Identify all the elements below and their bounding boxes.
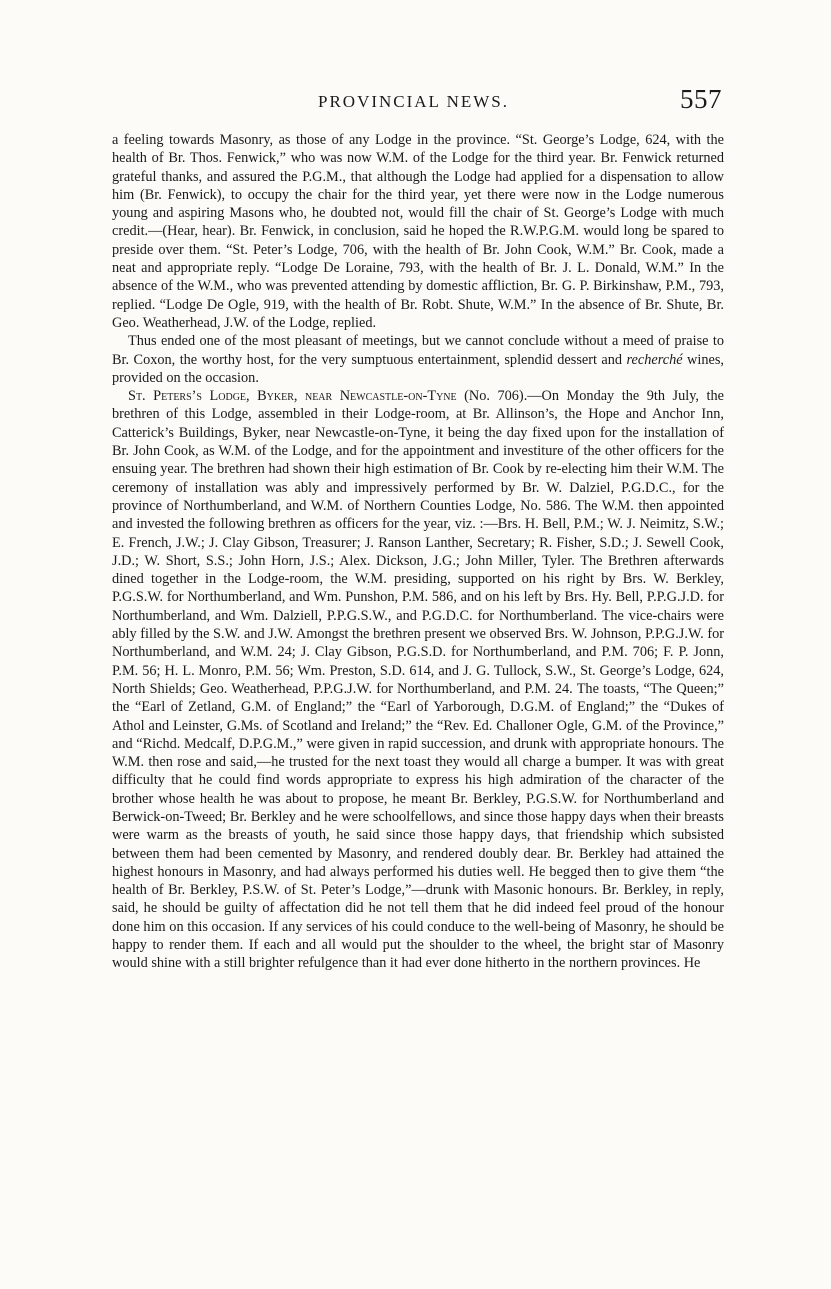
italic-term: recherché (626, 351, 683, 368)
running-title: PROVINCIAL NEWS. (318, 92, 509, 111)
lodge-heading: St. Peters’s Lodge, Byker, near Newcastle-on-Tyne (128, 388, 457, 405)
page-number: 557 (680, 84, 722, 114)
paragraph-toasts: a feeling towards Masonry, as those of any Lodge in the province. “St. George’s Lodge, 624, with the health of Br. Thos. Fenwick,” who was now W.M. of the Lodge for the third year. Br. Fenwick returned grateful thanks, and assured the P.G.M., that although the Lodge had applied for a dispensation to allow him (Br. Fenwick), to occupy the chair for the third year, yet there were now in the Lodge numerous young and aspiring Masons who, he doubted not, would fill the chair of St. George’s Lodge with much credit.—(Hear, hear). Br. Fenwick, in conclusion, said he hoped the R.W.P.G.M. would long be spared to preside over them. “St. Peter’s Lodge, 706, with the health of Br. John Cook, W.M.” Br. Cook, made a neat and appropriate reply. “Lodge De Loraine, 793, with the health of Br. J. L. Donald, W.M.” In the absence of the W.M., who was prevented attending by domestic affliction, Br. G. P. Birkinshaw, P.M., 793, replied. “Lodge De Ogle, 919, with the health of Br. Robt. Shute, W.M.” In the absence of Br. Shute, Br. Geo. Weatherhead, J.W. of the Lodge, replied. (112, 132, 724, 331)
paragraph-text: wines, provided on the occasion. (112, 351, 724, 386)
paragraph-conclusion (112, 332, 724, 387)
paragraph-st-peters-lodge (112, 387, 724, 973)
paragraph-text: (No. 706).—On Monday the 9th July, the brethren of this Lodge, assembled in their Lodge-room, at Br. Allinson’s, the Hope and Anchor Inn, Catterick’s Buildings, Byker, near Newcastle-on-Tyne, it being the day fixed upon for the installation of Br. John Cook, as W.M. of the Lodge, and for the appointment and investiture of the other officers for the ensuing year. The brethren had shown their high estimation of Br. Cook by re-electing him their W.M. The ceremony of installation was ably and impressively performed by Br. W. Dalziel, P.G.D.C., for the province of Northumberland, and W.M. of Northern Counties Lodge, No. 586. The W.M. then appointed and invested the following brethren as officers for the year, viz. :—Brs. H. Bell, P.M.; W. J. Neimitz, S.W.; E. French, J.W.; J. Clay Gibson, Treasurer; J. Ranson Lanther, Secretary; R. Fisher, S.D.; J. Sewell Cook, J.D.; W. Short, S.S.; John Horn, J.S.; Alex. Dickson, J.G.; John Miller, Tyler. The Brethren afterwards dined together in the Lodge-room, the W.M. presiding, supported on his right by Brs. W. Berkley, P.G.S.W. for Northumberland, and Wm. Punshon, P.M. 586, and on his left by Brs. Hy. Bell, P.P.G.J.D. for Northumberland, and Wm. Dalziell, P.P.G.S.W., and P.G.D.C. for Northumberland. The vice-chairs were ably filled by the S.W. and J.W. Amongst the brethren present we observed Brs. W. Johnson, P.P.G.J.W. for Northumberland, and W.M. 24; J. Clay Gibson, P.G.S.D. for Northumberland, and P.M. 706; F. P. Jonn, P.M. 56; H. L. Monro, P.M. 56; Wm. Preston, S.D. 614, and J. G. Tullock, S.W., St. George’s Lodge, 624, North Shields; Geo. Weatherhead, P.P.G.J.W. for Northumberland, and P.M. 24. The toasts, “The Queen;” the “Earl of Zetland, G.M. of England;” the “Earl of Yarborough, D.G.M. of England;” the “Dukes of Athol and Leinster, G.Ms. of Scotland and Ireland;” the “Rev. Ed. Challoner Ogle, G.M. of the Province,” and “Richd. Medcalf, D.P.G.M.,” were given in rapid succession, and drunk with appropriate honours. The W.M. then rose and said,—he trusted for the next toast they would all charge a bumper. It was with great difficulty that he could find words appropriate to express his high admiration of the character of the brother whose health he was about to propose, he meant Br. Berkley, P.G.S.W. for Northumberland and Berwick-on-Tweed; Br. Berkley and he were schoolfellows, and since those happy days when their breasts were warm as the breasts of youth, he said since those happy days, that friendship which subsisted between them had been cemented by Masonry, and rendered doubly dear. Br. Berkley had attained the highest honours in Masonry, and had always performed his duties well. He begged then to give them “the health of Br. Berkley, P.S.W. of St. Peter’s Lodge,”—drunk with Masonic honours. Br. Berkley, in reply, said, he should be guilty of affectation did he not tell them that he did indeed feel proud of the honour done him on this occasion. If any services of his could conduce to the well-being of Masonry, he should be happy to render them. If each and all would put the shoulder to the wheel, the bright star of Masonry would shine with a still brighter refulgence than it had ever done hitherto in the northern provinces. He (112, 388, 724, 972)
paragraph-text: Thus ended one of the most pleasant of meetings, but we cannot conclude without a meed of praise to Br. Coxon, the worthy host, for the very sumptuous entertainment, splendid dessert and (112, 333, 724, 368)
page-header (112, 84, 724, 118)
article-body (112, 131, 724, 973)
